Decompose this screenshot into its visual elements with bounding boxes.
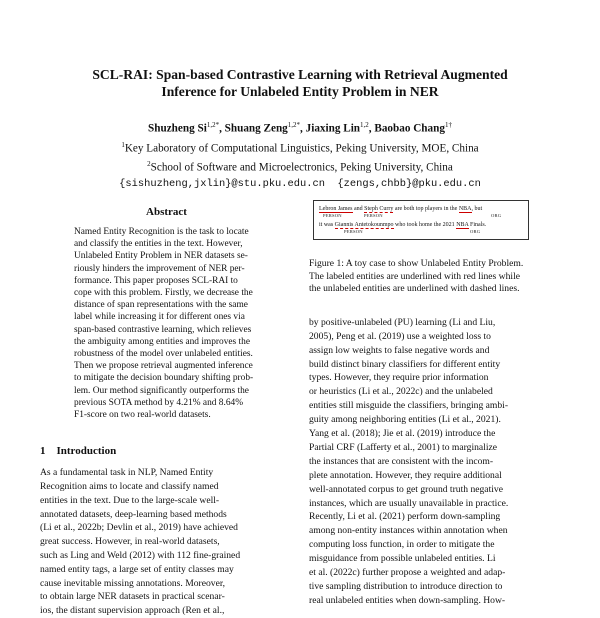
abstract-line: riously hinders the improvement of NER per- — [74, 263, 245, 274]
entity-tag: PERSON — [344, 229, 363, 234]
abstract-line: lem. Our method significantly outperforms the — [74, 385, 249, 396]
affiliation-mark: 1 — [121, 140, 125, 149]
body-line: entities still misguide the classifiers, bringing ambi- — [309, 400, 509, 412]
entity-tag: ORG — [491, 213, 502, 218]
labeled-entity: NBA — [458, 206, 472, 212]
body-line: (Li et al., 2022b; Devlin et al., 2019) have achieved — [40, 522, 238, 534]
abstract-line: distance of span representations with the same — [74, 300, 248, 311]
abstract-heading: Abstract — [146, 206, 187, 218]
body-line: to obtain large NER datasets in practical scenar- — [40, 591, 225, 603]
entity-tag: PERSON — [323, 213, 342, 218]
body-line: build distinct binary classifiers for different entity — [309, 358, 501, 370]
author-mark: 1,2 — [360, 121, 369, 129]
author-block — [40, 117, 560, 192]
author-name: Jiaxing Lin — [305, 122, 361, 135]
right-body — [309, 316, 562, 608]
author-list: Shuzheng $Si^{1,2*}$, Shuang Zeng$^{1,2*}$, Jiaxing Lin$^{1,2}$, Baobao Chang$^{1\dagger}$ — [148, 121, 452, 135]
author-name: Shuzheng Si — [148, 122, 207, 135]
body-line: named entity tags, a large set of entity classes may — [40, 563, 234, 575]
body-line: Recently, Li et al. (2021) perform down-sampling — [309, 511, 501, 523]
body-line: plete annotation. However, they require additional — [309, 469, 502, 481]
abstract-line: F1-score on two real-world datasets. — [74, 410, 211, 421]
abstract-line: Named Entity Recognition is the task to locate — [74, 227, 249, 237]
abstract-line: label while increasing it for different ones via — [74, 312, 245, 323]
author-mark: 1,2* — [206, 121, 220, 129]
author-name: Baobao Chang — [374, 122, 445, 135]
caption-line: Figure 1: A toy case to show Unlabeled Entity Problem. — [309, 258, 524, 269]
body-line: Partial CRF (Lafferty et al., 2001) to marginalize — [309, 441, 498, 453]
right-column — [309, 200, 562, 608]
body-line: As a fundamental task in NLP, Named Entity — [40, 467, 214, 479]
unlabeled-entity: Steph Curry — [364, 206, 394, 212]
affiliation: $^1$Key Laboratory of Computational Linguistics, Peking University, MOE, China — [121, 140, 479, 155]
abstract-line: previous SOTA method by 4.21% and 8.64% — [74, 397, 244, 408]
body-line: annotated datasets, deep-learning based methods — [40, 508, 227, 520]
caption-line: The labeled entities are underlined with red lines while — [309, 270, 520, 282]
author-name: Shuang Zeng — [224, 122, 288, 135]
abstract-line: the ambiguity among entities and improves the — [74, 336, 251, 347]
section-title: Introduction — [56, 445, 117, 458]
abstract-body — [74, 226, 273, 421]
body-line: assign low weights to false negative words and — [309, 344, 490, 356]
abstract-line: robustness of the model over unlabeled entities. — [74, 349, 253, 360]
abstract-line: and classify the entities in the text. However, — [74, 239, 243, 250]
entity-tag: PERSON — [364, 213, 383, 218]
body-line: real unlabeled entities when down-sampling. How- — [309, 594, 506, 606]
body-line: entities in the text. Due to the large-scale well- — [40, 494, 220, 506]
figure-sentence: it was Giannis Antetokounmpo who took home the 2021 NBA Finals. — [319, 222, 487, 228]
body-line: 2005), Peng et al. (2019) use a weighted loss to — [309, 330, 491, 342]
body-line: Recognition aims to locate and classify named — [40, 481, 219, 493]
paper-title — [40, 66, 560, 100]
body-line: Yang et al. (2018); Jie et al. (2019) introduce the — [309, 428, 496, 440]
abstract-line: Then we propose retrieval augmented inference — [74, 361, 253, 372]
abstract-line: formance. This paper proposes SCL-RAI to — [74, 275, 238, 286]
section-number: 1 — [40, 445, 46, 458]
body-line: ios, the distant supervision approach (Ren et al., — [40, 605, 225, 617]
body-line: types. However, they require prior information — [309, 372, 489, 384]
body-line: tive sampling distribution to introduce direction to — [309, 581, 503, 592]
abstract-line: to mitigate the decision boundary shifting prob- — [74, 373, 254, 384]
body-line: or heuristics (Li et al., 2022c) and the unlabeled — [309, 386, 493, 398]
body-line: et al. (2022c) further propose a weighted and adap- — [309, 567, 506, 579]
figure-1-box — [313, 200, 529, 240]
body-line: computing loss function, in order to mitigate the — [309, 539, 495, 551]
figure-1-caption — [309, 258, 562, 296]
intro-body — [40, 466, 293, 618]
body-line: great success. However, in real-world datasets, — [40, 536, 220, 548]
entity-tag: ORG — [470, 229, 481, 234]
body-line: the instances that are consistent with the incom- — [309, 455, 494, 467]
figure-sentence: Lebron James and Steph Curry are both top players in the NBA, but — [319, 206, 483, 212]
title-line: SCL-RAI: Span-based Contrastive Learning with Retrieval Augmented — [92, 67, 508, 82]
left-column — [40, 200, 293, 618]
abstract-line: Unlabeled Entity Problem in NER datasets se- — [74, 251, 248, 262]
body-line: by positive-unlabeled (PU) learning (Li and Liu, — [309, 316, 496, 328]
author-mark: 1† — [444, 121, 452, 129]
labeled-entity: NBA — [456, 222, 469, 228]
body-line: among non-entity instances within annotation when — [309, 525, 508, 537]
unlabeled-entity: Giannis Antetokounmpo — [334, 222, 394, 228]
body-line: instances, which are usually unavailable in practice. — [309, 497, 509, 509]
labeled-entity: Lebron James — [319, 206, 353, 212]
author-mark: 1,2* — [287, 121, 301, 129]
body-line: well-annotated corpus to get ground truth negative — [309, 483, 503, 495]
affiliation-mark: 2 — [147, 160, 151, 169]
affiliation: $^2$School of Software and Microelectronics, Peking University, China — [147, 160, 453, 175]
caption-line: the unlabeled entities are underlined with dashed lines. — [309, 283, 520, 295]
body-line: such as Ling and Weld (2012) with 112 fine-grained — [40, 550, 241, 562]
abstract-line: span-based contrastive learning, which relieves — [74, 324, 252, 335]
title-line: Inference for Unlabeled Entity Problem in NER — [161, 84, 439, 99]
section-heading — [40, 444, 293, 458]
body-line: guity among neighboring entities (Li et al., 2021). — [309, 414, 501, 426]
author-emails: {sishuzheng,jxlin}@stu.pku.edu.cn {zengs,chbb}@pku.edu.cn — [119, 178, 481, 191]
body-line: cause inevitable missing annotations. Moreover, — [40, 577, 226, 589]
body-line: misguidance from possible unlabeled entities. Li — [309, 553, 496, 565]
abstract-line: cope with this problem. Firstly, we decrease the — [74, 288, 253, 299]
